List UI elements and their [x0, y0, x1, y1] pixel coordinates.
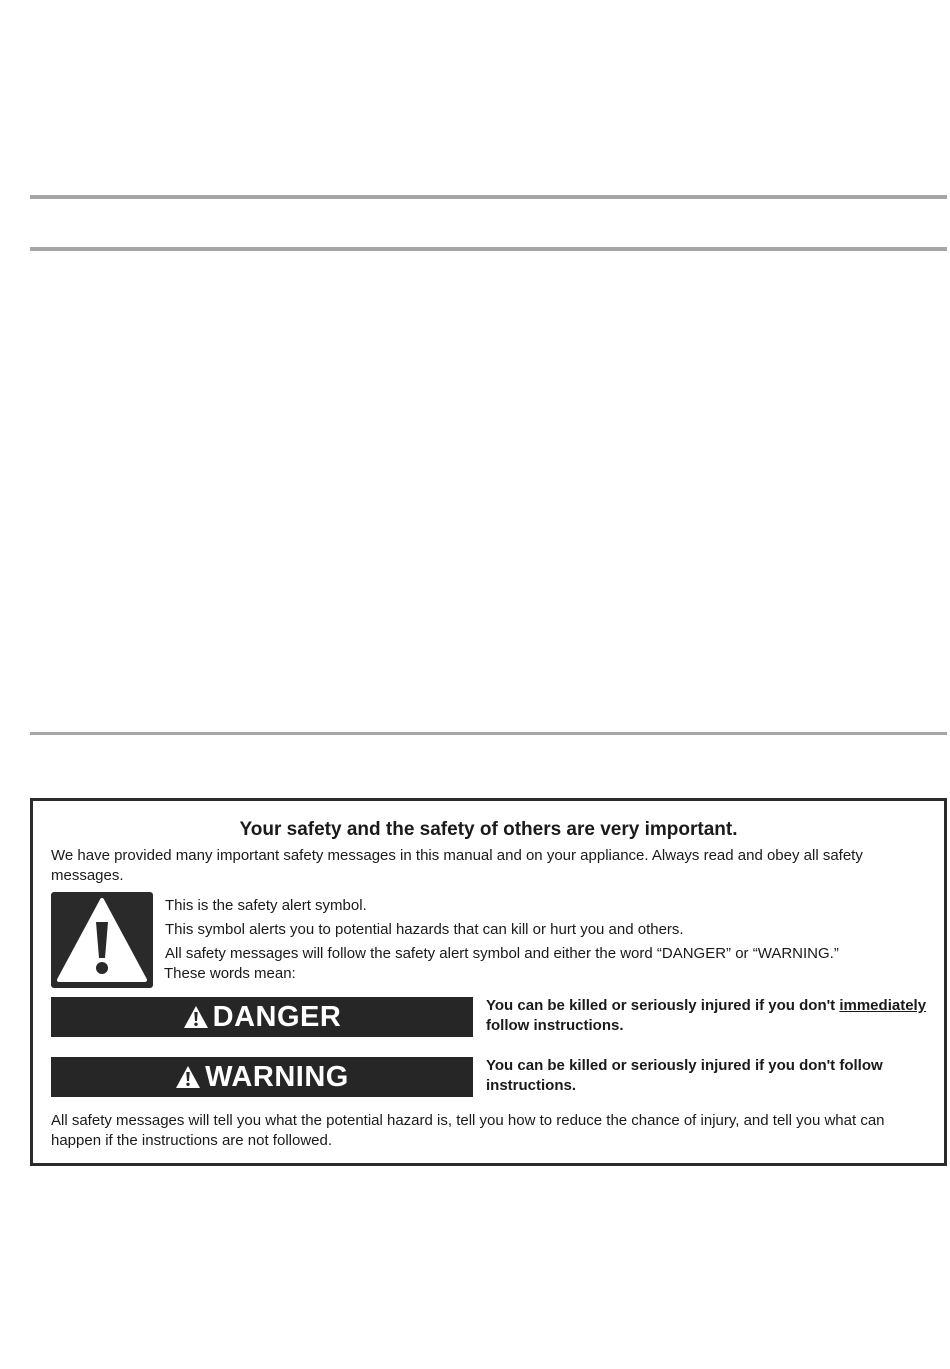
danger-text-after: follow instructions. — [486, 1017, 624, 1034]
warning-signal-bar — [51, 1057, 473, 1097]
warning-label: WARNING — [205, 1060, 349, 1093]
symbol-line: This is the safety alert symbol. — [165, 897, 367, 914]
danger-label: DANGER — [212, 1000, 342, 1033]
danger-text-before: You can be killed or seriously injured if you don't — [486, 997, 840, 1014]
safety-notice-box — [30, 798, 947, 1166]
warning-description: You can be killed or seriously injured if you don't follow instructions. — [486, 1057, 883, 1094]
symbol-line: This symbol alerts you to potential hazards that can kill or hurt you and others. — [165, 921, 684, 938]
section-divider-lower — [30, 732, 947, 735]
section-divider-upper — [30, 247, 947, 251]
danger-signal-bar — [51, 997, 473, 1037]
safety-alert-icon — [51, 892, 153, 988]
safety-title: Your safety and the safety of others are very important. — [239, 819, 738, 840]
safety-intro: We have provided many important safety messages in this manual and on your appliance. Always read and obey all safety messages. — [51, 847, 863, 884]
section-divider-top — [30, 195, 947, 199]
danger-text-emphasis: immediately — [839, 997, 927, 1014]
warning-triangle-icon — [175, 1065, 201, 1089]
symbol-line: These words mean: — [164, 965, 296, 982]
danger-description — [486, 996, 936, 1036]
safety-footer: All safety messages will tell you what the potential hazard is, tell you how to reduce the chance of injury, and tell you what can happen if the instructions are not followed. — [51, 1112, 885, 1149]
warning-triangle-icon — [183, 1005, 209, 1029]
symbol-line: All safety messages will follow the safety alert symbol and either the word “DANGER” or “WARNING.” — [165, 945, 839, 962]
